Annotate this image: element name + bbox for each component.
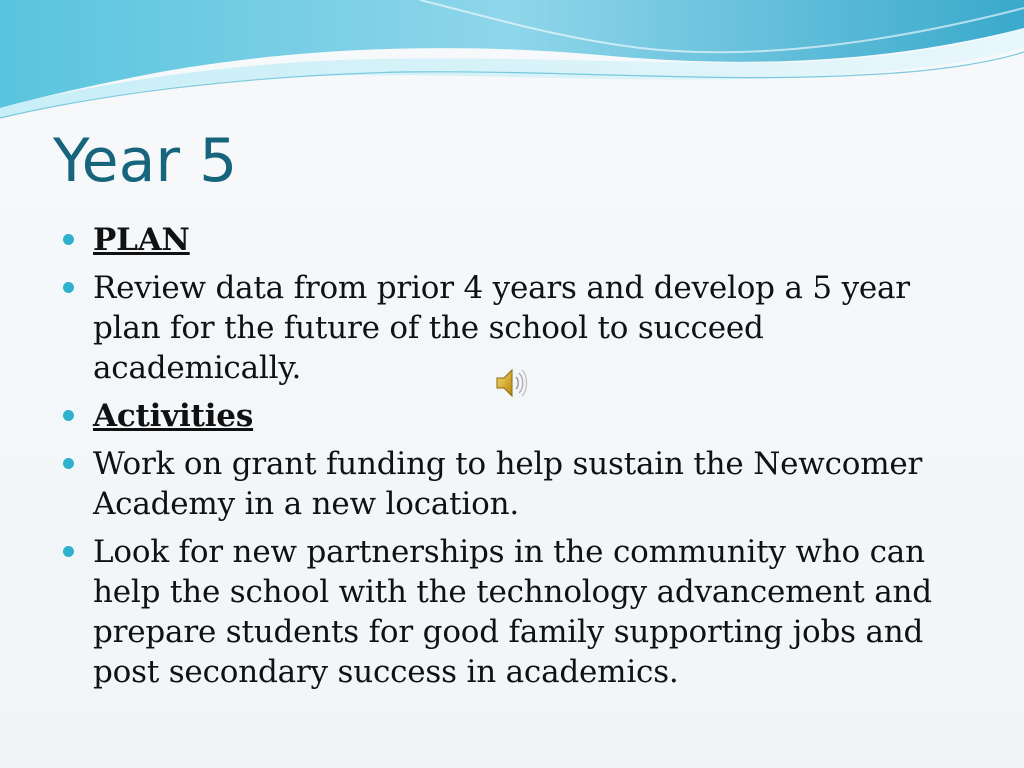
slide-title: Year 5 [53, 126, 238, 196]
bullet-marker-icon [63, 458, 74, 469]
bullet-text: PLAN [93, 222, 190, 258]
bullet-list [62, 220, 962, 700]
bullet-item-grant-funding [62, 444, 962, 524]
bullet-marker-icon [63, 234, 74, 245]
bullet-text: Activities [93, 398, 254, 434]
bullet-marker-icon [63, 410, 74, 421]
bullet-text: Work on grant funding to help sustain the Newcomer Academy in a new location. [93, 446, 923, 522]
bullet-text: Look for new partnerships in the community who can help the school with the technology advancement and prepare students for good family supporting jobs and post secondary success in academics. [93, 534, 932, 690]
decorative-wave-header [0, 0, 1024, 130]
speaker-icon[interactable] [494, 366, 530, 400]
bullet-text: Review data from prior 4 years and develop a 5 year plan for the future of the school to succeed academically. [93, 270, 910, 386]
bullet-item-partnerships [62, 532, 962, 692]
bullet-marker-icon [63, 546, 74, 557]
bullet-marker-icon [63, 282, 74, 293]
bullet-item-activities [62, 396, 962, 436]
bullet-item-plan [62, 220, 962, 260]
